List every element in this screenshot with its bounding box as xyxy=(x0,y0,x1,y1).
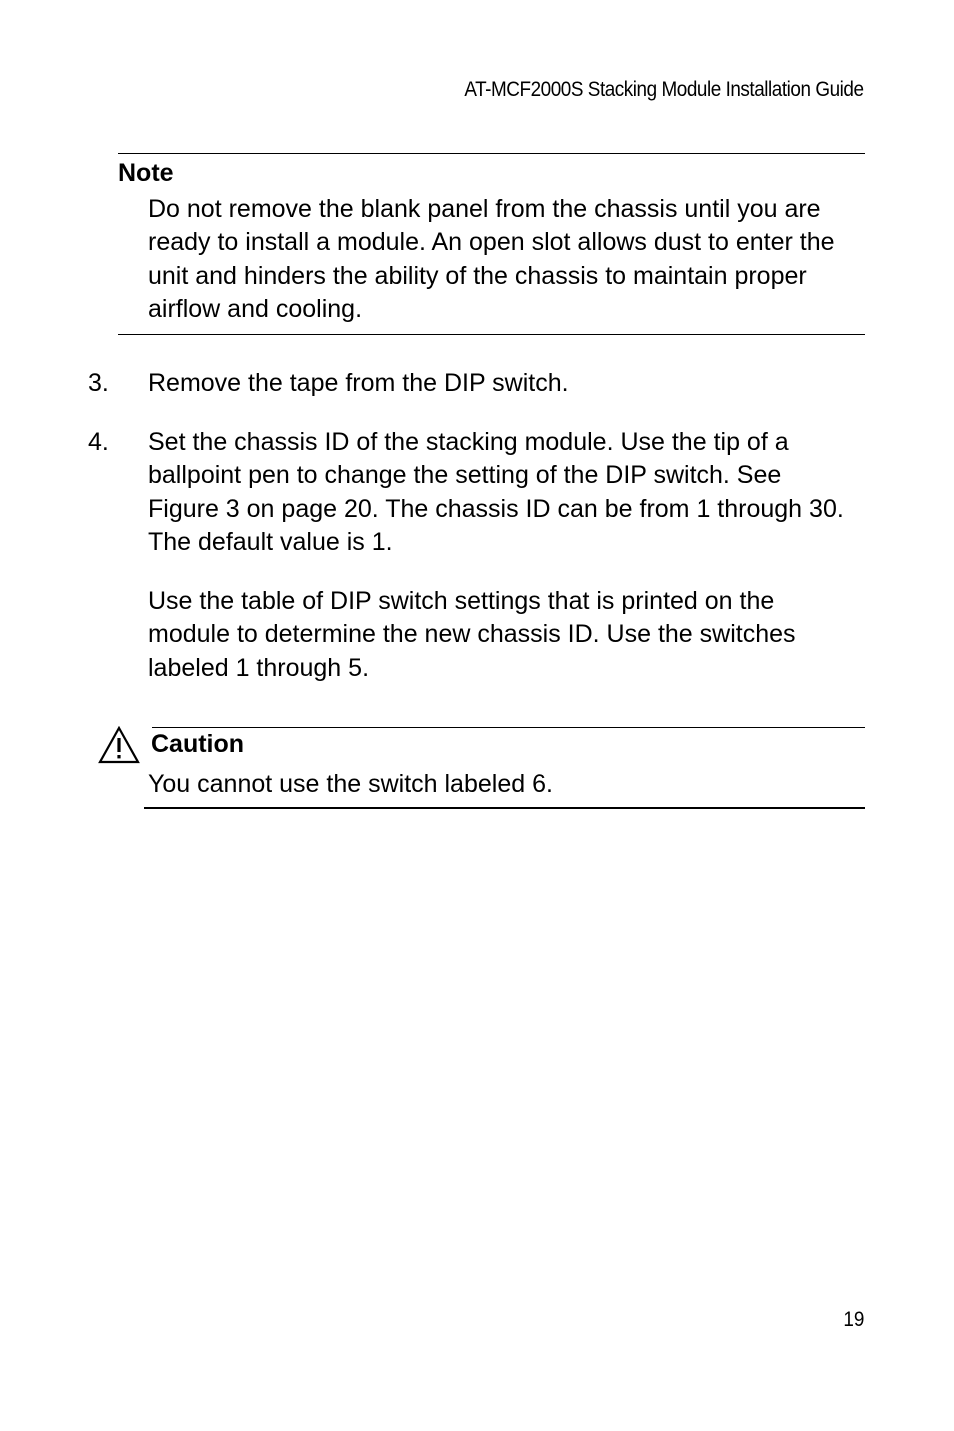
caution-text: You cannot use the switch labeled 6. xyxy=(148,770,553,798)
step-number: 3. xyxy=(88,369,109,397)
step-number: 4. xyxy=(88,428,109,456)
step-text: Set the chassis ID of the stacking module. Use the tip of a ballpoint pen to change the setting of the DIP switch. See Figure 3 on page 20. The chassis ID can be from 1 through 30. The default value is 1. xyxy=(148,428,844,557)
caution-bottom-rule xyxy=(144,807,865,809)
running-header: AT-MCF2000S Stacking Module Installation Guide xyxy=(464,78,864,101)
caution-label: Caution xyxy=(151,730,245,758)
page-number: 19 xyxy=(842,1308,864,1331)
caution-top-rule xyxy=(152,727,865,728)
step-text: Remove the tape from the DIP switch. xyxy=(148,369,569,397)
note-text: Do not remove the blank panel from the chassis until you are ready to install a module. An open slot allows dust to enter the unit and hinders the ability of the chassis to maintain proper airflow and cooling. xyxy=(148,195,835,324)
note-top-rule xyxy=(118,153,865,154)
warning-triangle-icon xyxy=(98,726,140,764)
note-bottom-rule xyxy=(118,334,865,335)
step-followup-text: Use the table of DIP switch settings that is printed on the module to determine the new chassis ID. Use the switches labeled 1 through 5. xyxy=(148,587,796,682)
note-label: Note xyxy=(118,159,174,187)
